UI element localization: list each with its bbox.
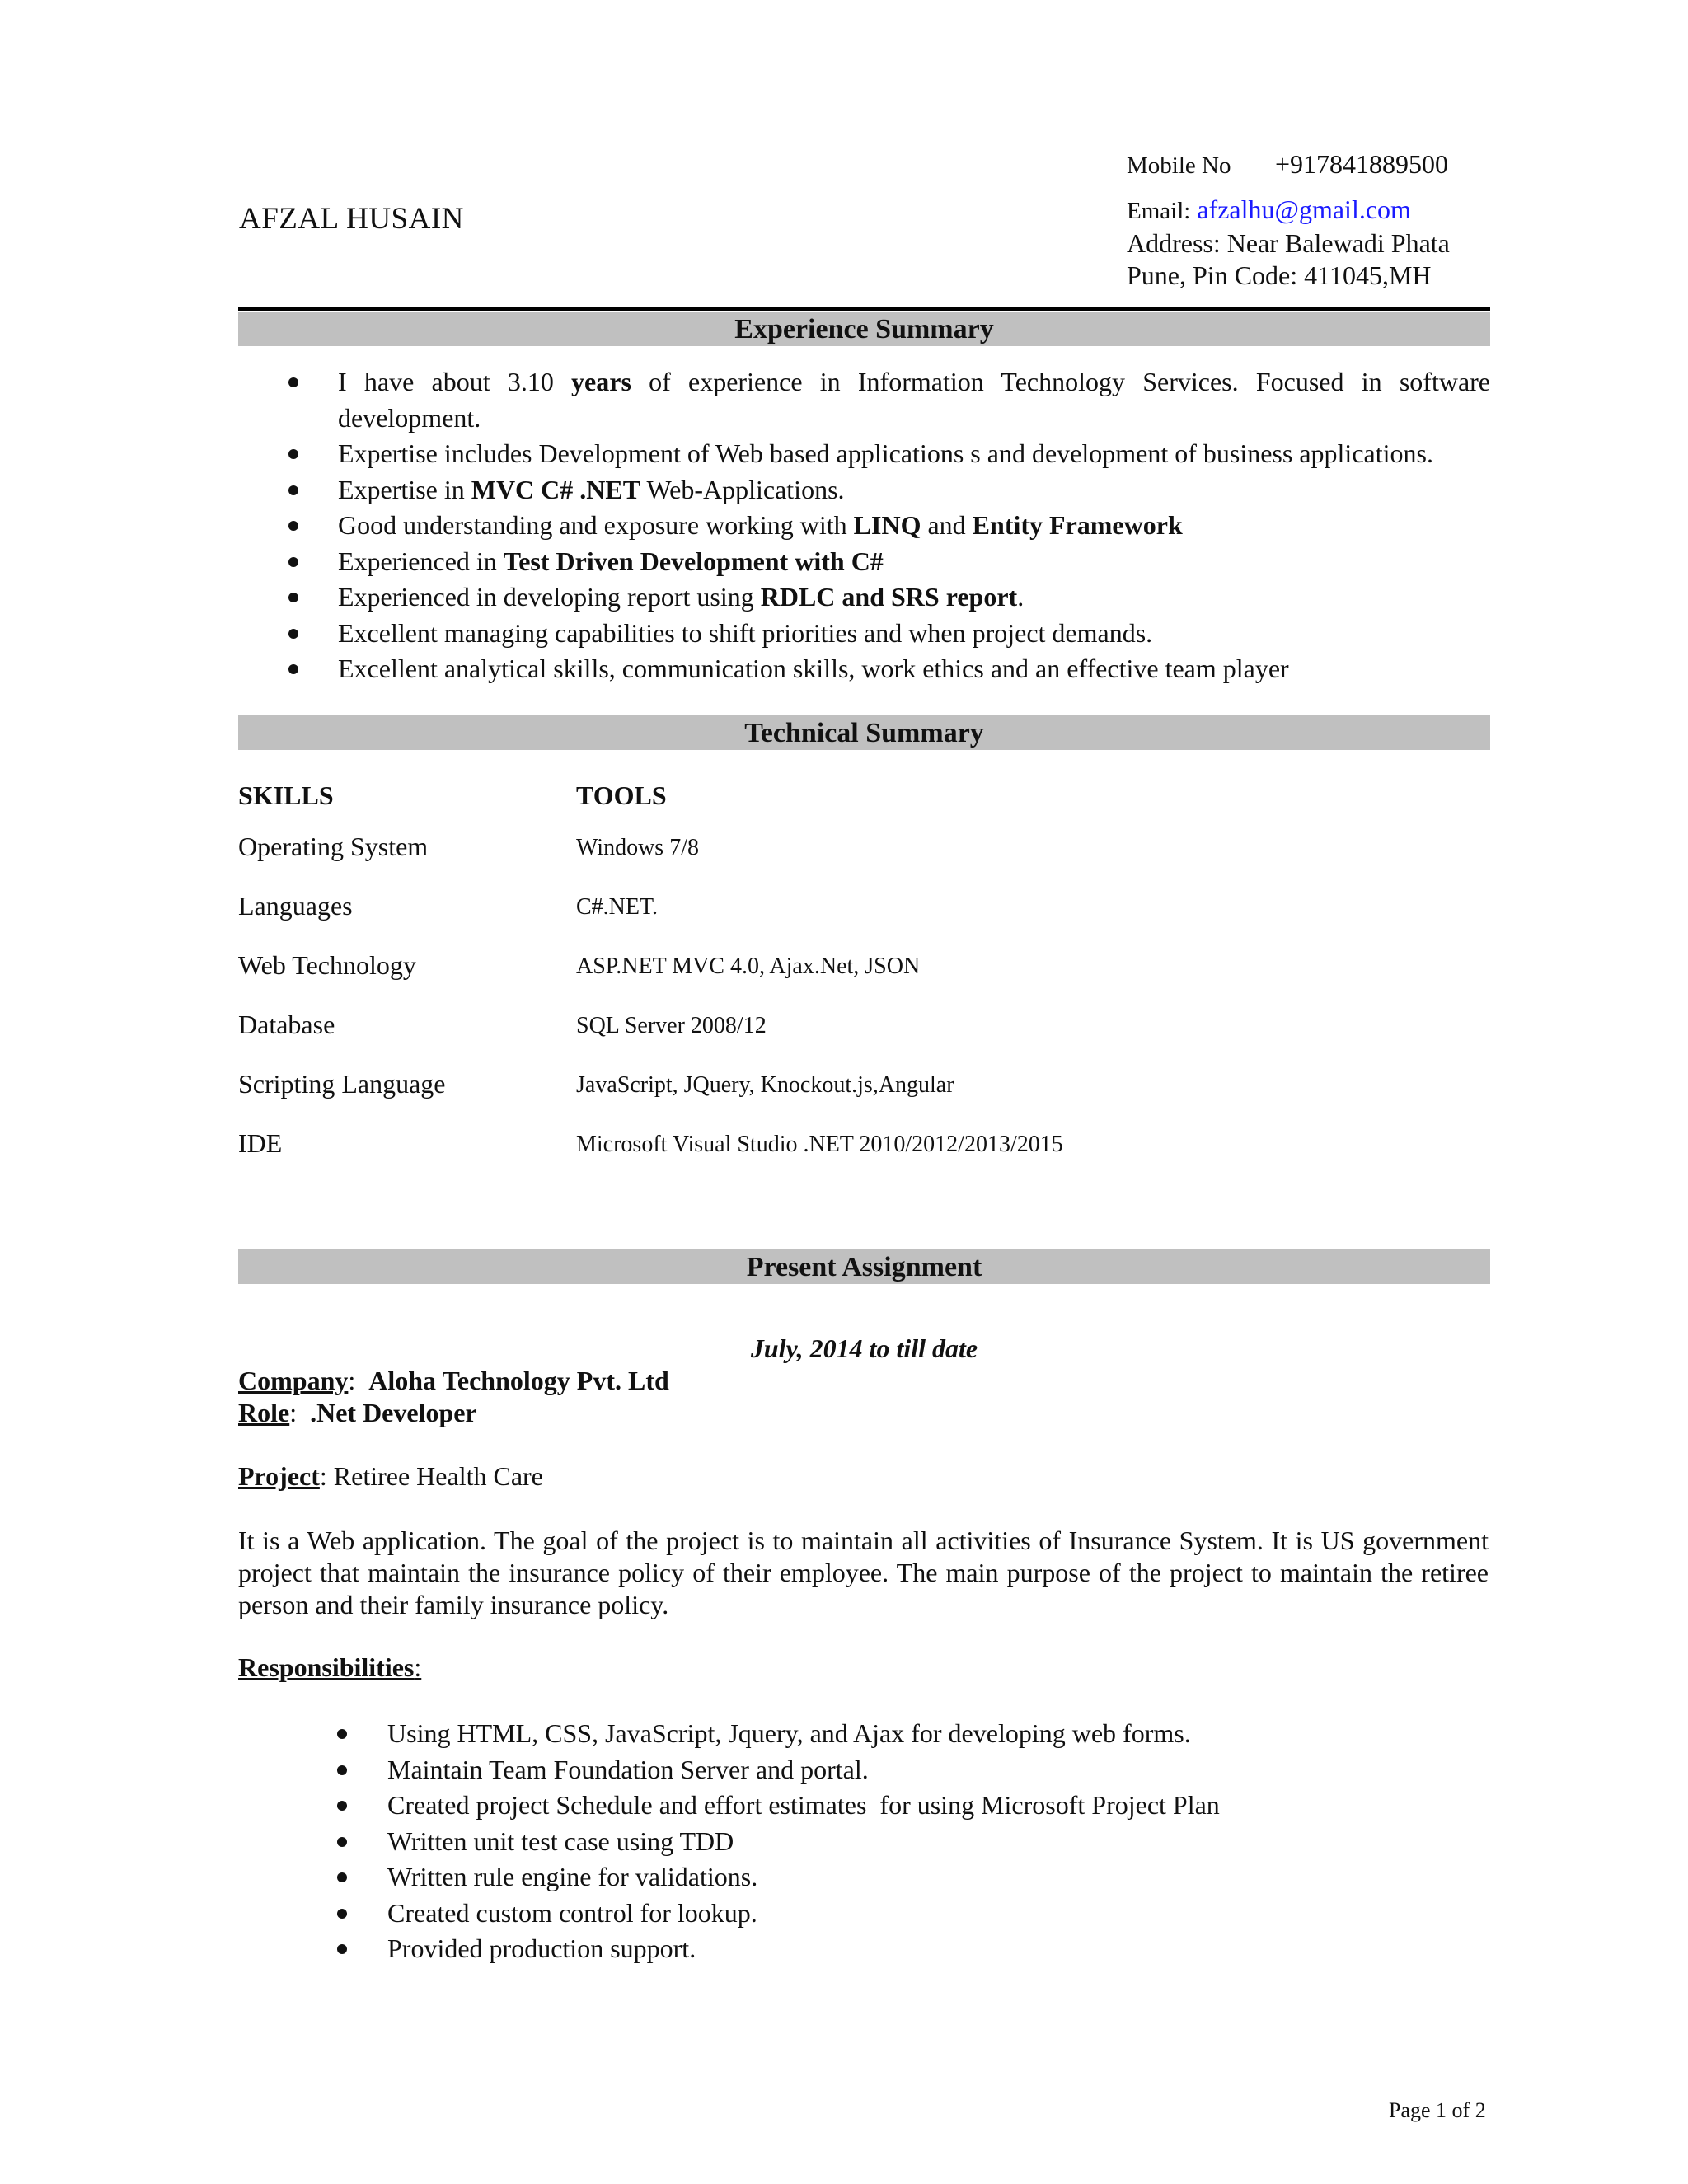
company-row: Company: Aloha Technology Pvt. Ltd (238, 1366, 669, 1395)
experience-list (338, 364, 1490, 687)
project-description: It is a Web application. The goal of the project is to maintain all activities of Insurance System. It is US government project that maintain the insurance policy of their employee. The main purpose of the project to maintain the retiree person and their family insurance policy. (238, 1526, 1489, 1619)
text: Maintain Team Foundation Server and portal. (387, 1754, 869, 1784)
list-item (387, 1931, 1490, 1967)
skill-label: Languages (238, 891, 353, 921)
present-assignment-heading: Present Assignment (238, 1249, 1490, 1284)
bullet-icon (337, 1909, 347, 1919)
list-item (338, 436, 1490, 472)
list-item (338, 616, 1490, 652)
text: Created project Schedule and effort estimates for using Microsoft Project Plan (387, 1790, 1220, 1820)
contact-block (1127, 148, 1450, 292)
list-item (338, 579, 1490, 616)
text: Experienced in (338, 546, 504, 576)
bullet-icon (337, 1944, 347, 1954)
address-line-2: Pune, Pin Code: 411045,MH (1127, 260, 1432, 290)
text: Expertise in (338, 474, 471, 504)
list-item (338, 651, 1490, 687)
skill-label: IDE (238, 1128, 283, 1158)
emphasis: MVC C# .NET (471, 474, 641, 504)
bullet-icon (288, 593, 298, 602)
text: Excellent managing capabilities to shift priorities and when project demands. (338, 617, 1153, 648)
bullet-icon (288, 557, 298, 567)
list-item (387, 1788, 1490, 1824)
bullet-icon (288, 377, 298, 387)
skill-label: Web Technology (238, 950, 416, 980)
company-value: Aloha Technology Pvt. Ltd (368, 1366, 669, 1395)
list-item (387, 1859, 1490, 1896)
emphasis: Test Driven Development with C# (503, 546, 884, 576)
text: Created custom control for lookup. (387, 1897, 757, 1928)
text: Good understanding and exposure working with (338, 510, 854, 540)
skill-label: Database (238, 1010, 335, 1039)
list-item (387, 1752, 1490, 1788)
candidate-name: AFZAL HUSAIN (239, 202, 464, 236)
project-value: : Retiree Health Care (319, 1461, 543, 1491)
bullet-icon (288, 664, 298, 674)
tool-value: JavaScript, JQuery, Knockout.js,Angular (576, 1072, 954, 1098)
role-row: Role: .Net Developer (238, 1398, 477, 1427)
emphasis: years (571, 367, 631, 396)
project-row (238, 1460, 543, 1493)
emphasis: LINQ (853, 510, 921, 540)
bullet-icon (337, 1837, 347, 1847)
text: of experience in Information Technology Services. Focused in software development. (338, 367, 1491, 433)
tool-value: Microsoft Visual Studio .NET 2010/2012/2013/2015 (576, 1132, 1063, 1157)
text: Using HTML, CSS, JavaScript, Jquery, and Ajax for developing web forms. (387, 1718, 1191, 1748)
email-label: Email: (1127, 198, 1191, 224)
text: . (1017, 582, 1025, 612)
text: Expertise includes Development of Web based applications s and development of business applications. (338, 438, 1433, 468)
bullet-icon (288, 521, 298, 531)
list-item (338, 544, 1490, 580)
bullet-icon (337, 1729, 347, 1739)
role-label: Role (238, 1398, 290, 1427)
project-label: Project (238, 1461, 320, 1491)
tool-value: C#.NET. (576, 894, 659, 920)
list-item (338, 364, 1490, 436)
technical-summary-heading: Technical Summary (238, 715, 1490, 750)
list-item (387, 1896, 1490, 1932)
emphasis: RDLC and SRS report (760, 582, 1018, 612)
text: and (921, 510, 973, 540)
company-label: Company (238, 1366, 349, 1395)
header-divider (238, 307, 1490, 311)
tools-header: TOOLS (576, 780, 667, 810)
responsibilities-label: Responsibilities (238, 1652, 415, 1682)
mobile-value: +917841889500 (1275, 149, 1449, 179)
skill-label: Operating System (238, 832, 429, 861)
tool-value: ASP.NET MVC 4.0, Ajax.Net, JSON (576, 954, 921, 979)
tool-value: SQL Server 2008/12 (576, 1013, 767, 1038)
bullet-icon (337, 1765, 347, 1775)
text: Provided production support. (387, 1933, 696, 1963)
assignment-date: July, 2014 to till date (750, 1333, 978, 1363)
text: Written unit test case using TDD (387, 1825, 734, 1856)
page-number: Page 1 of 2 (1389, 2098, 1486, 2122)
experience-summary-heading: Experience Summary (238, 312, 1490, 346)
address-line-1: Address: Near Balewadi Phata (1127, 228, 1450, 258)
list-item (338, 508, 1490, 544)
bullet-icon (337, 1801, 347, 1811)
emphasis: Entity Framework (972, 510, 1183, 540)
text: Web-Applications. (640, 474, 845, 504)
responsibilities-row: Responsibilities: (238, 1652, 422, 1682)
mobile-label: Mobile No (1127, 152, 1231, 179)
list-item (387, 1824, 1490, 1860)
skills-header: SKILLS (238, 780, 334, 810)
bullet-icon (337, 1872, 347, 1882)
bullet-icon (288, 449, 298, 459)
text: Excellent analytical skills, communication skills, work ethics and an effective team player (338, 654, 1289, 683)
email-link[interactable]: afzalhu@gmail.com (1197, 194, 1411, 224)
text: Written rule engine for validations. (387, 1862, 758, 1891)
list-item (338, 472, 1490, 509)
responsibilities-list (387, 1716, 1490, 1967)
bullet-icon (288, 485, 298, 495)
text: Experienced in developing report using (338, 582, 761, 612)
text: I have about 3.10 (338, 367, 572, 396)
skill-label: Scripting Language (238, 1069, 446, 1099)
list-item (387, 1716, 1490, 1752)
tool-value: Windows 7/8 (576, 835, 699, 860)
email-row (1127, 194, 1450, 227)
mobile-row (1127, 148, 1450, 182)
bullet-icon (288, 629, 298, 639)
role-value: .Net Developer (310, 1398, 477, 1427)
